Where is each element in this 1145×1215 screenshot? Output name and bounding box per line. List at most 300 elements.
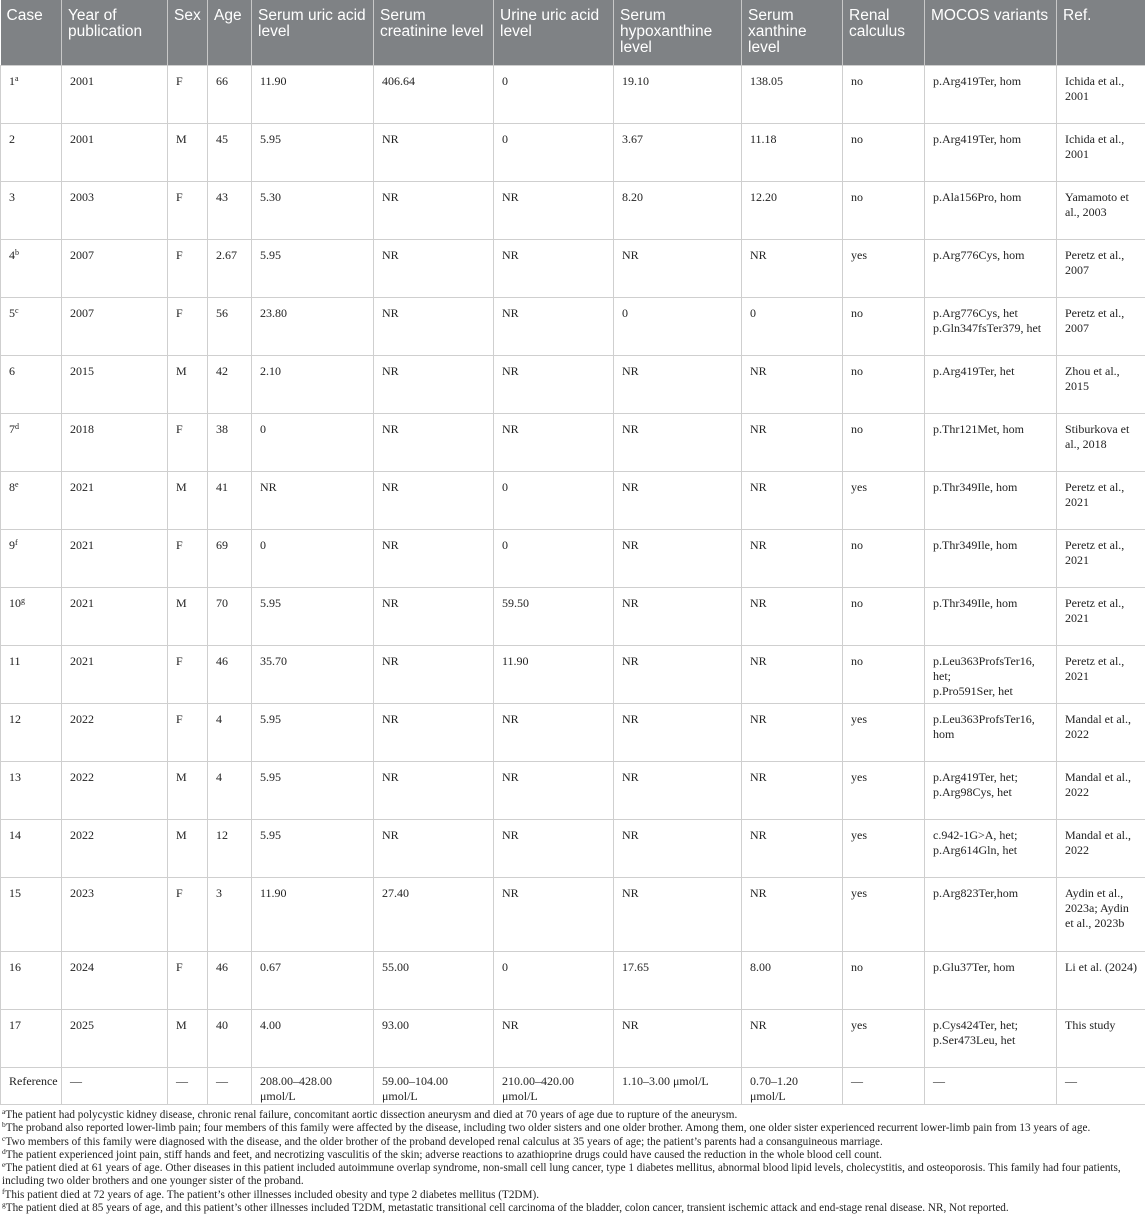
footnote-mark: b — [2, 1120, 6, 1129]
case-number-cell — [1, 820, 62, 878]
serum-xanthine-cell: 8.00 — [742, 952, 843, 1010]
sex-cell: F — [168, 66, 208, 124]
serum-creatinine-cell: NR — [374, 240, 494, 298]
mocos-variants-cell — [925, 356, 1057, 414]
serum-creatinine-cell: 55.00 — [374, 952, 494, 1010]
serum-hypoxanthine-cell: NR — [614, 878, 742, 952]
ref-cell: Zhou et al., 2015 — [1057, 356, 1145, 414]
age-cell: 12 — [208, 820, 252, 878]
footnote-marker: g — [21, 596, 25, 605]
serum-uric-acid-reference-cell: 208.00–428.00 μmol/L — [252, 1068, 374, 1105]
case-number: 16 — [9, 960, 21, 974]
mocos-variant: p.Ala156Pro, hom — [933, 190, 1048, 205]
mocos-variants-cell — [925, 530, 1057, 588]
sex-cell: M — [168, 762, 208, 820]
table-row — [1, 66, 1145, 124]
year-cell: 2022 — [62, 820, 168, 878]
serum-uric-acid-cell: 5.95 — [252, 820, 374, 878]
mocos-variant: hom — [933, 727, 1048, 742]
mocos-variants-cell — [925, 1010, 1057, 1068]
serum-xanthine-cell: NR — [742, 646, 843, 704]
case-number: 9 — [9, 538, 15, 552]
sex-cell: F — [168, 414, 208, 472]
case-number: 14 — [9, 828, 21, 842]
renal-calculus-cell: no — [843, 952, 925, 1010]
mocos-variants-cell — [925, 472, 1057, 530]
table-row — [1, 588, 1145, 646]
ref-cell: Peretz et al., 2021 — [1057, 530, 1145, 588]
serum-hypoxanthine-cell: NR — [614, 588, 742, 646]
table-row — [1, 952, 1145, 1010]
case-number: 11 — [9, 654, 21, 668]
serum-xanthine-cell: NR — [742, 588, 843, 646]
serum-xanthine-cell: 0 — [742, 298, 843, 356]
case-number: 3 — [9, 190, 15, 204]
serum-uric-acid-cell: 2.10 — [252, 356, 374, 414]
mocos-variant: p.Leu363ProfsTer16, het; — [933, 654, 1048, 684]
case-number-cell — [1, 298, 62, 356]
serum-xanthine-cell: NR — [742, 820, 843, 878]
table-row — [1, 124, 1145, 182]
footnote-text: The patient died at 61 years of age. Other diseases in this patient included autoimmune overlap syndrome, non-small cell lung cancer, type 1 diabetes mellitus, abnormal blood lipid levels, cholecystitis, and osteoporosis. This family had four patients, including two older brothers and one younger sister of the proband. — [2, 1162, 1121, 1187]
age-cell: 40 — [208, 1010, 252, 1068]
footnote-marker: b — [15, 248, 19, 257]
ref-cell: This study — [1057, 1010, 1145, 1068]
year-cell: 2022 — [62, 762, 168, 820]
age-cell: 42 — [208, 356, 252, 414]
mocos-variant: p.Thr121Met, hom — [933, 422, 1048, 437]
sex-reference-cell: — — [168, 1068, 208, 1105]
footnote-marker: c — [15, 306, 19, 315]
urine-uric-acid-cell: 0 — [494, 124, 614, 182]
age-cell: 46 — [208, 952, 252, 1010]
mocos-variants-cell — [925, 952, 1057, 1010]
serum-uric-acid-cell: 5.30 — [252, 182, 374, 240]
serum-creatinine-cell: 27.40 — [374, 878, 494, 952]
footnote-text: This patient died at 72 years of age. The patient’s other illnesses included obesity and type 2 diabetes mellitus (T2DM). — [5, 1189, 540, 1201]
footnote — [2, 1109, 1143, 1122]
footnote — [2, 1149, 1143, 1162]
sex-cell: F — [168, 240, 208, 298]
serum-uric-acid-cell: 0 — [252, 530, 374, 588]
case-number-cell — [1, 952, 62, 1010]
footnote — [2, 1189, 1143, 1202]
urine-uric-acid-cell: NR — [494, 356, 614, 414]
sex-cell: F — [168, 952, 208, 1010]
table-row — [1, 414, 1145, 472]
ref-cell: Mandal et al., 2022 — [1057, 762, 1145, 820]
age-cell: 45 — [208, 124, 252, 182]
mocos-variant: p.Arg419Ter, het; — [933, 770, 1048, 785]
serum-creatinine-cell: NR — [374, 356, 494, 414]
case-number-cell — [1, 588, 62, 646]
case-number-cell — [1, 1010, 62, 1068]
serum-xanthine-cell: NR — [742, 878, 843, 952]
mocos-reference-cell: — — [925, 1068, 1057, 1105]
renal-calculus-cell: no — [843, 356, 925, 414]
mocos-variant: p.Arg776Cys, het — [933, 306, 1048, 321]
year-cell: 2003 — [62, 182, 168, 240]
age-cell: 46 — [208, 646, 252, 704]
mocos-variants-cell — [925, 298, 1057, 356]
table-footnotes — [0, 1105, 1145, 1215]
serum-creatinine-cell: NR — [374, 472, 494, 530]
table-row — [1, 182, 1145, 240]
col-urine-uric-acid-header: Urine uric acid level — [494, 0, 614, 66]
serum-uric-acid-cell: 4.00 — [252, 1010, 374, 1068]
year-cell: 2025 — [62, 1010, 168, 1068]
mocos-variant: p.Arg419Ter, het — [933, 364, 1048, 379]
mocos-variant: p.Arg98Cys, het — [933, 785, 1048, 800]
case-number: 10 — [9, 596, 21, 610]
footnote-marker: e — [15, 480, 19, 489]
footnote-text: The patient experienced joint pain, stiff hands and feet, and necrotizing vasculitis of the skin; adverse reactions to azathioprine drugs could have caused the reduction in the whole blood cell count. — [6, 1149, 882, 1161]
case-number: 8 — [9, 480, 15, 494]
serum-hypoxanthine-cell: NR — [614, 1010, 742, 1068]
case-number-cell — [1, 124, 62, 182]
serum-xanthine-cell: NR — [742, 530, 843, 588]
serum-creatinine-cell: NR — [374, 124, 494, 182]
age-cell: 2.67 — [208, 240, 252, 298]
mocos-variants-cell — [925, 240, 1057, 298]
renal-calculus-cell: no — [843, 298, 925, 356]
serum-hypoxanthine-cell: NR — [614, 240, 742, 298]
serum-creatinine-cell: 406.64 — [374, 66, 494, 124]
serum-creatinine-cell: NR — [374, 414, 494, 472]
serum-creatinine-cell: NR — [374, 588, 494, 646]
serum-xanthine-cell: NR — [742, 240, 843, 298]
ref-cell: Li et al. (2024) — [1057, 952, 1145, 1010]
serum-hypoxanthine-cell: 19.10 — [614, 66, 742, 124]
mocos-variants-cell — [925, 588, 1057, 646]
sex-cell: F — [168, 182, 208, 240]
footnote-mark: d — [2, 1147, 6, 1156]
mocos-variants-cell — [925, 182, 1057, 240]
mocos-variants-cell — [925, 704, 1057, 762]
year-cell: 2001 — [62, 66, 168, 124]
sex-cell: F — [168, 704, 208, 762]
header-row — [1, 0, 1145, 66]
mocos-variant: p.Glu37Ter, hom — [933, 960, 1048, 975]
mocos-variants-cell — [925, 646, 1057, 704]
table-row — [1, 530, 1145, 588]
case-number: 12 — [9, 712, 21, 726]
urine-uric-acid-cell: 0 — [494, 530, 614, 588]
age-cell: 41 — [208, 472, 252, 530]
serum-uric-acid-cell: 5.95 — [252, 240, 374, 298]
urine-uric-acid-cell: NR — [494, 414, 614, 472]
renal-calculus-cell: yes — [843, 762, 925, 820]
footnote-mark: c — [2, 1134, 5, 1143]
urine-uric-acid-cell: 0 — [494, 472, 614, 530]
case-number: 7 — [9, 422, 15, 436]
renal-calculus-cell: yes — [843, 878, 925, 952]
table-row — [1, 878, 1145, 952]
serum-hypoxanthine-cell: NR — [614, 704, 742, 762]
renal-calculus-cell: no — [843, 646, 925, 704]
case-number-cell — [1, 240, 62, 298]
serum-xanthine-cell: 12.20 — [742, 182, 843, 240]
serum-xanthine-cell: NR — [742, 762, 843, 820]
case-number-cell — [1, 762, 62, 820]
serum-creatinine-cell: NR — [374, 182, 494, 240]
col-serum-creatinine-header: Serum creatinine level — [374, 0, 494, 66]
mocos-variant: p.Arg419Ter, hom — [933, 74, 1048, 89]
serum-xanthine-cell: 11.18 — [742, 124, 843, 182]
mocos-variants-cell — [925, 820, 1057, 878]
mocos-variant: p.Gln347fsTer379, het — [933, 321, 1048, 336]
serum-creatinine-cell: NR — [374, 704, 494, 762]
table-row — [1, 356, 1145, 414]
col-serum-uric-acid-header: Serum uric acid level — [252, 0, 374, 66]
sex-cell: M — [168, 820, 208, 878]
age-cell: 69 — [208, 530, 252, 588]
ref-cell: Peretz et al., 2007 — [1057, 298, 1145, 356]
serum-hypoxanthine-cell: NR — [614, 414, 742, 472]
renal-calculus-reference-cell: — — [843, 1068, 925, 1105]
table-row — [1, 762, 1145, 820]
serum-creatinine-cell: NR — [374, 762, 494, 820]
serum-xanthine-cell: 138.05 — [742, 66, 843, 124]
case-number-cell — [1, 356, 62, 414]
age-cell: 3 — [208, 878, 252, 952]
mocos-variant: p.Arg614Gln, het — [933, 843, 1048, 858]
serum-xanthine-cell: NR — [742, 356, 843, 414]
case-number: 17 — [9, 1018, 21, 1032]
urine-uric-acid-cell: 59.50 — [494, 588, 614, 646]
col-serum-hypoxanthine-header: Serum hypoxanthine level — [614, 0, 742, 66]
renal-calculus-cell: no — [843, 182, 925, 240]
year-cell: 2001 — [62, 124, 168, 182]
year-cell: 2021 — [62, 588, 168, 646]
ref-cell: Mandal et al., 2022 — [1057, 704, 1145, 762]
urine-uric-acid-cell: 11.90 — [494, 646, 614, 704]
age-cell: 43 — [208, 182, 252, 240]
serum-uric-acid-cell: 11.90 — [252, 878, 374, 952]
case-number: 5 — [9, 306, 15, 320]
sex-cell: F — [168, 878, 208, 952]
year-cell: 2018 — [62, 414, 168, 472]
serum-uric-acid-cell: NR — [252, 472, 374, 530]
footnote-text: The patient had polycystic kidney disease, chronic renal failure, concomitant aortic dissection aneurysm and died at 70 years of age due to rupture of the aneurysm. — [5, 1109, 737, 1121]
urine-uric-acid-cell: NR — [494, 704, 614, 762]
renal-calculus-cell: yes — [843, 240, 925, 298]
footnote-marker: a — [15, 74, 19, 83]
serum-creatinine-cell: NR — [374, 820, 494, 878]
case-number-cell — [1, 646, 62, 704]
reference-row — [1, 1068, 1145, 1105]
serum-hypoxanthine-cell: 0 — [614, 298, 742, 356]
renal-calculus-cell: yes — [843, 704, 925, 762]
ref-cell: Ichida et al., 2001 — [1057, 124, 1145, 182]
ref-cell: Peretz et al., 2007 — [1057, 240, 1145, 298]
mocos-variant: p.Thr349Ile, hom — [933, 596, 1048, 611]
mocos-variant: p.Cys424Ter, het; — [933, 1018, 1048, 1033]
serum-hypoxanthine-cell: NR — [614, 646, 742, 704]
sex-cell: M — [168, 124, 208, 182]
serum-hypoxanthine-cell: 8.20 — [614, 182, 742, 240]
serum-uric-acid-cell: 0.67 — [252, 952, 374, 1010]
table-row — [1, 1010, 1145, 1068]
year-cell: 2007 — [62, 240, 168, 298]
footnote-mark: g — [2, 1200, 6, 1209]
serum-xanthine-cell: NR — [742, 704, 843, 762]
serum-creatinine-cell: 93.00 — [374, 1010, 494, 1068]
serum-uric-acid-cell: 5.95 — [252, 704, 374, 762]
year-cell: 2007 — [62, 298, 168, 356]
serum-hypoxanthine-cell: NR — [614, 762, 742, 820]
serum-hypoxanthine-cell: NR — [614, 530, 742, 588]
case-number: 6 — [9, 364, 15, 378]
mocos-variant: p.Ser473Leu, het — [933, 1033, 1048, 1048]
renal-calculus-cell: no — [843, 414, 925, 472]
serum-xanthine-cell: NR — [742, 1010, 843, 1068]
urine-uric-acid-cell: NR — [494, 1010, 614, 1068]
footnote-marker: f — [15, 538, 18, 547]
renal-calculus-cell: yes — [843, 472, 925, 530]
case-number-cell — [1, 472, 62, 530]
urine-uric-acid-cell: 0 — [494, 66, 614, 124]
renal-calculus-cell: yes — [843, 820, 925, 878]
serum-xanthine-cell: NR — [742, 472, 843, 530]
ref-cell: Mandal et al., 2022 — [1057, 820, 1145, 878]
serum-xanthine-cell: NR — [742, 414, 843, 472]
table-row — [1, 240, 1145, 298]
urine-uric-acid-cell: NR — [494, 878, 614, 952]
col-ref-header: Ref. — [1057, 0, 1145, 66]
mocos-variant: p.Arg823Ter,hom — [933, 886, 1048, 901]
urine-uric-acid-cell: NR — [494, 298, 614, 356]
serum-creatinine-cell: NR — [374, 298, 494, 356]
year-cell: 2021 — [62, 646, 168, 704]
serum-xanthine-reference-cell: 0.70–1.20 μmol/L — [742, 1068, 843, 1105]
mocos-variant: p.Leu363ProfsTer16, — [933, 712, 1048, 727]
ref-cell: Peretz et al., 2021 — [1057, 588, 1145, 646]
case-number-cell — [1, 704, 62, 762]
year-cell: 2022 — [62, 704, 168, 762]
ref-cell: Aydin et al., 2023a; Aydin et al., 2023b — [1057, 878, 1145, 952]
footnote-marker: d — [15, 422, 19, 431]
mocos-variant: c.942-1G>A, het; — [933, 828, 1048, 843]
age-cell: 38 — [208, 414, 252, 472]
age-cell: 56 — [208, 298, 252, 356]
case-number-cell — [1, 530, 62, 588]
urine-uric-acid-cell: NR — [494, 820, 614, 878]
renal-calculus-cell: no — [843, 124, 925, 182]
sex-cell: F — [168, 298, 208, 356]
col-serum-xanthine-header: Serum xanthine level — [742, 0, 843, 66]
footnote-mark: f — [2, 1187, 5, 1196]
col-mocos-variants-header: MOCOS variants — [925, 0, 1057, 66]
mocos-variant: p.Thr349Ile, hom — [933, 480, 1048, 495]
col-sex-header: Sex — [168, 0, 208, 66]
mocos-variants-cell — [925, 414, 1057, 472]
case-number: 1 — [9, 74, 15, 88]
serum-uric-acid-cell: 23.80 — [252, 298, 374, 356]
year-cell: 2015 — [62, 356, 168, 414]
mocos-variants-cell — [925, 762, 1057, 820]
case-number-cell — [1, 414, 62, 472]
year-cell: 2023 — [62, 878, 168, 952]
sex-cell: M — [168, 356, 208, 414]
table-row — [1, 472, 1145, 530]
serum-creatinine-cell: NR — [374, 530, 494, 588]
mocos-variant: p.Pro591Ser, het — [933, 684, 1048, 699]
footnote — [2, 1122, 1143, 1135]
ref-cell: Ichida et al., 2001 — [1057, 66, 1145, 124]
footnote-mark: a — [2, 1107, 5, 1116]
sex-cell: M — [168, 1010, 208, 1068]
renal-calculus-cell: yes — [843, 1010, 925, 1068]
case-number: 2 — [9, 132, 15, 146]
col-case-header: Case — [1, 0, 62, 66]
serum-hypoxanthine-cell: NR — [614, 472, 742, 530]
reference-label-cell: Reference — [1, 1068, 62, 1105]
ref-cell: Peretz et al., 2021 — [1057, 472, 1145, 530]
col-year-header: Year of publication — [62, 0, 168, 66]
case-number: 15 — [9, 886, 21, 900]
footnote — [2, 1202, 1143, 1215]
serum-uric-acid-cell: 5.95 — [252, 588, 374, 646]
urine-uric-acid-cell: NR — [494, 240, 614, 298]
mocos-variants-cell — [925, 124, 1057, 182]
serum-hypoxanthine-cell: NR — [614, 356, 742, 414]
urine-uric-acid-cell: NR — [494, 762, 614, 820]
serum-hypoxanthine-reference-cell: 1.10–3.00 μmol/L — [614, 1068, 742, 1105]
serum-creatinine-reference-cell: 59.00–104.00 μmol/L — [374, 1068, 494, 1105]
mocos-variant: p.Arg776Cys, hom — [933, 248, 1048, 263]
serum-uric-acid-cell: 0 — [252, 414, 374, 472]
serum-hypoxanthine-cell: 3.67 — [614, 124, 742, 182]
mocos-variant: p.Arg419Ter, hom — [933, 132, 1048, 147]
footnote-mark: e — [2, 1160, 5, 1169]
sex-cell: M — [168, 588, 208, 646]
case-number: 4 — [9, 248, 15, 262]
case-number-cell — [1, 66, 62, 124]
renal-calculus-cell: no — [843, 66, 925, 124]
urine-uric-acid-reference-cell: 210.00–420.00 μmol/L — [494, 1068, 614, 1105]
case-number-cell — [1, 878, 62, 952]
serum-creatinine-cell: NR — [374, 646, 494, 704]
footnote-text: The patient died at 85 years of age, and this patient’s other illnesses included T2DM, metastatic transitional cell carcinoma of the bladder, colon cancer, transient ischemic attack and end-stage renal disease. NR, Not reported. — [6, 1202, 1009, 1214]
col-renal-calculus-header: Renal calculus — [843, 0, 925, 66]
footnote-text: The proband also reported lower-limb pain; four members of this family were affected by the disease, including two older sisters and one older brother. Among them, one older sister experienced recurrent lower-limb pain from 13 years of age. — [6, 1122, 1091, 1134]
serum-uric-acid-cell: 5.95 — [252, 124, 374, 182]
table-header — [1, 0, 1145, 66]
serum-uric-acid-cell: 11.90 — [252, 66, 374, 124]
renal-calculus-cell: no — [843, 588, 925, 646]
age-cell: 70 — [208, 588, 252, 646]
ref-cell: Stiburkova et al., 2018 — [1057, 414, 1145, 472]
serum-hypoxanthine-cell: NR — [614, 820, 742, 878]
serum-uric-acid-cell: 35.70 — [252, 646, 374, 704]
serum-uric-acid-cell: 5.95 — [252, 762, 374, 820]
footnote — [2, 1136, 1143, 1149]
case-number-cell — [1, 182, 62, 240]
sex-cell: F — [168, 530, 208, 588]
year-cell: 2024 — [62, 952, 168, 1010]
table-row — [1, 820, 1145, 878]
renal-calculus-cell: no — [843, 530, 925, 588]
ref-reference-cell: — — [1057, 1068, 1145, 1105]
footnote-text: Two members of this family were diagnosed with the disease, and the older brother of the proband developed renal calculus at 35 years of age; the patient’s parents had a consanguineous marriage. — [5, 1136, 882, 1148]
table-body — [1, 66, 1145, 1105]
year-reference-cell: — — [62, 1068, 168, 1105]
col-age-header: Age — [208, 0, 252, 66]
sex-cell: F — [168, 646, 208, 704]
footnote — [2, 1162, 1143, 1189]
mocos-variants-cell — [925, 878, 1057, 952]
